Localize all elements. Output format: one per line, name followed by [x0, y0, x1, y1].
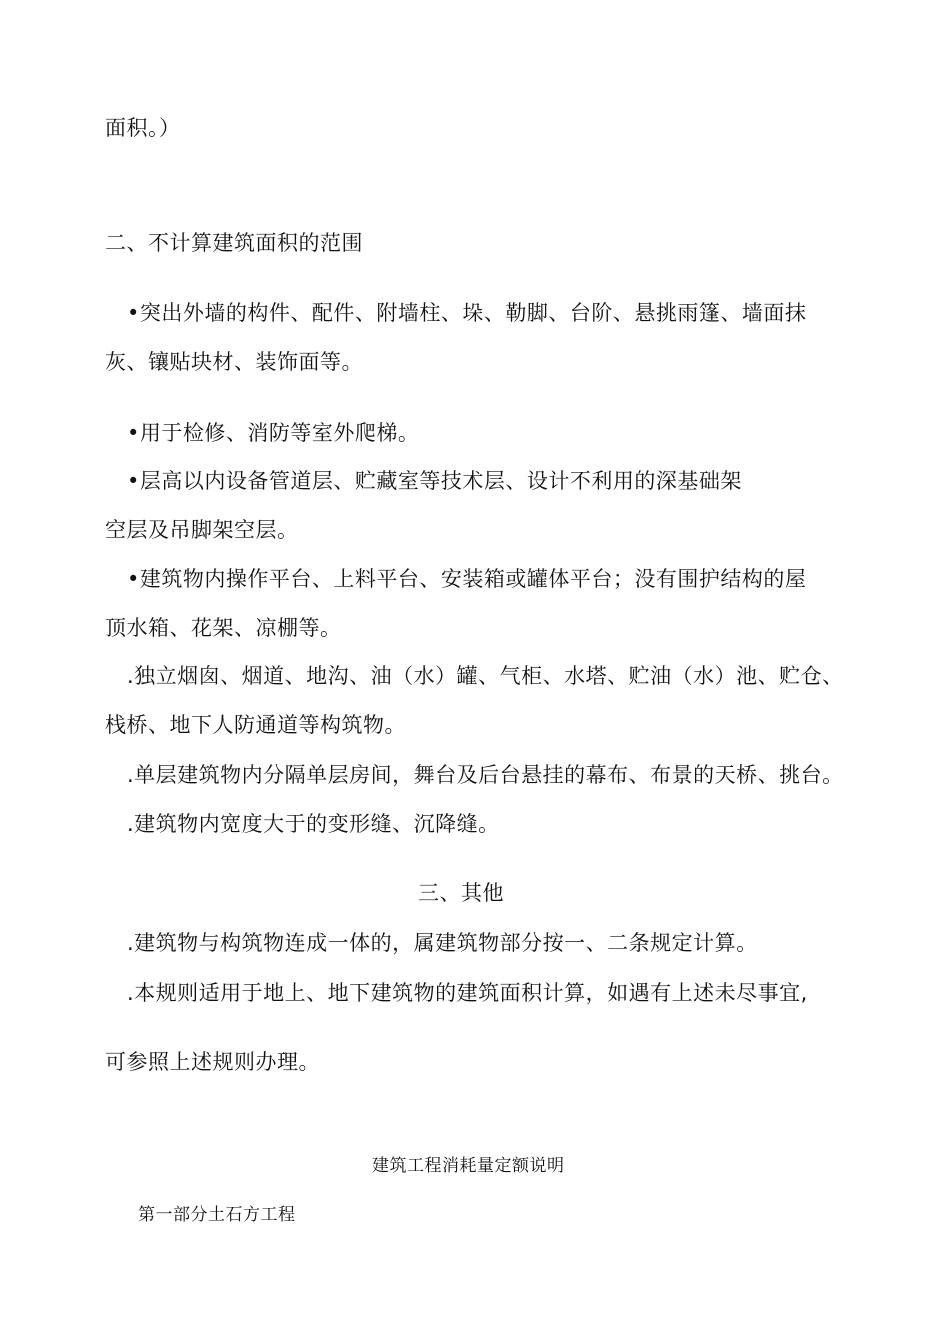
list-item-platforms-cont: 顶水箱、花架、凉棚等。 — [105, 616, 342, 640]
list-item-projections-cont: 灰、镶贴块材、装饰面等。 — [105, 350, 363, 374]
part-heading: 第一部分土石方工程 — [138, 1205, 296, 1225]
list-item-scope: .本规则适用于地上、地下建筑物的建筑面积计算，如遇有上述未尽事宜, — [127, 981, 808, 1005]
list-item-joints: .建筑物内宽度大于的变形缝、沉降缝。 — [127, 812, 500, 836]
list-item-technical-floors-cont: 空层及吊脚架空层。 — [105, 518, 299, 542]
list-item-stage: .单层建筑物内分隔单层房间，舞台及后台悬挂的幕布、布景的天桥、挑台。 — [127, 763, 844, 787]
text-line-continuation: 面积。） — [105, 116, 181, 140]
list-item-projections: •突出外墙的构件、配件、附墙柱、垛、勒脚、台阶、悬挑雨篷、墙面抹 — [127, 301, 807, 325]
list-item-connected-buildings: .建筑物与构筑物连成一体的，属建筑物部分按一、二条规定计算。 — [127, 931, 758, 955]
list-item-structures: .独立烟囱、烟道、地沟、油（水）罐、气柜、水塔、贮油（水）池、贮仓、 — [127, 664, 844, 688]
list-item-platforms: •建筑物内操作平台、上料平台、安装箱或罐体平台；没有围护结构的屋 — [127, 567, 807, 591]
list-item-scope-cont: 可参照上述规则办理。 — [105, 1050, 320, 1074]
list-item-structures-cont: 栈桥、地下人防通道等构筑物。 — [105, 713, 406, 737]
list-item-ladders: •用于检修、消防等室外爬梯。 — [127, 421, 420, 445]
list-item-technical-floors: •层高以内设备管道层、贮藏室等技术层、设计不利用的深基础架 — [127, 469, 742, 493]
document-title: 建筑工程消耗量定额说明 — [372, 1156, 565, 1176]
section-heading-exclusions: 二、不计算建筑面积的范围 — [105, 231, 363, 255]
section-heading-other: 三、其他 — [418, 881, 504, 905]
